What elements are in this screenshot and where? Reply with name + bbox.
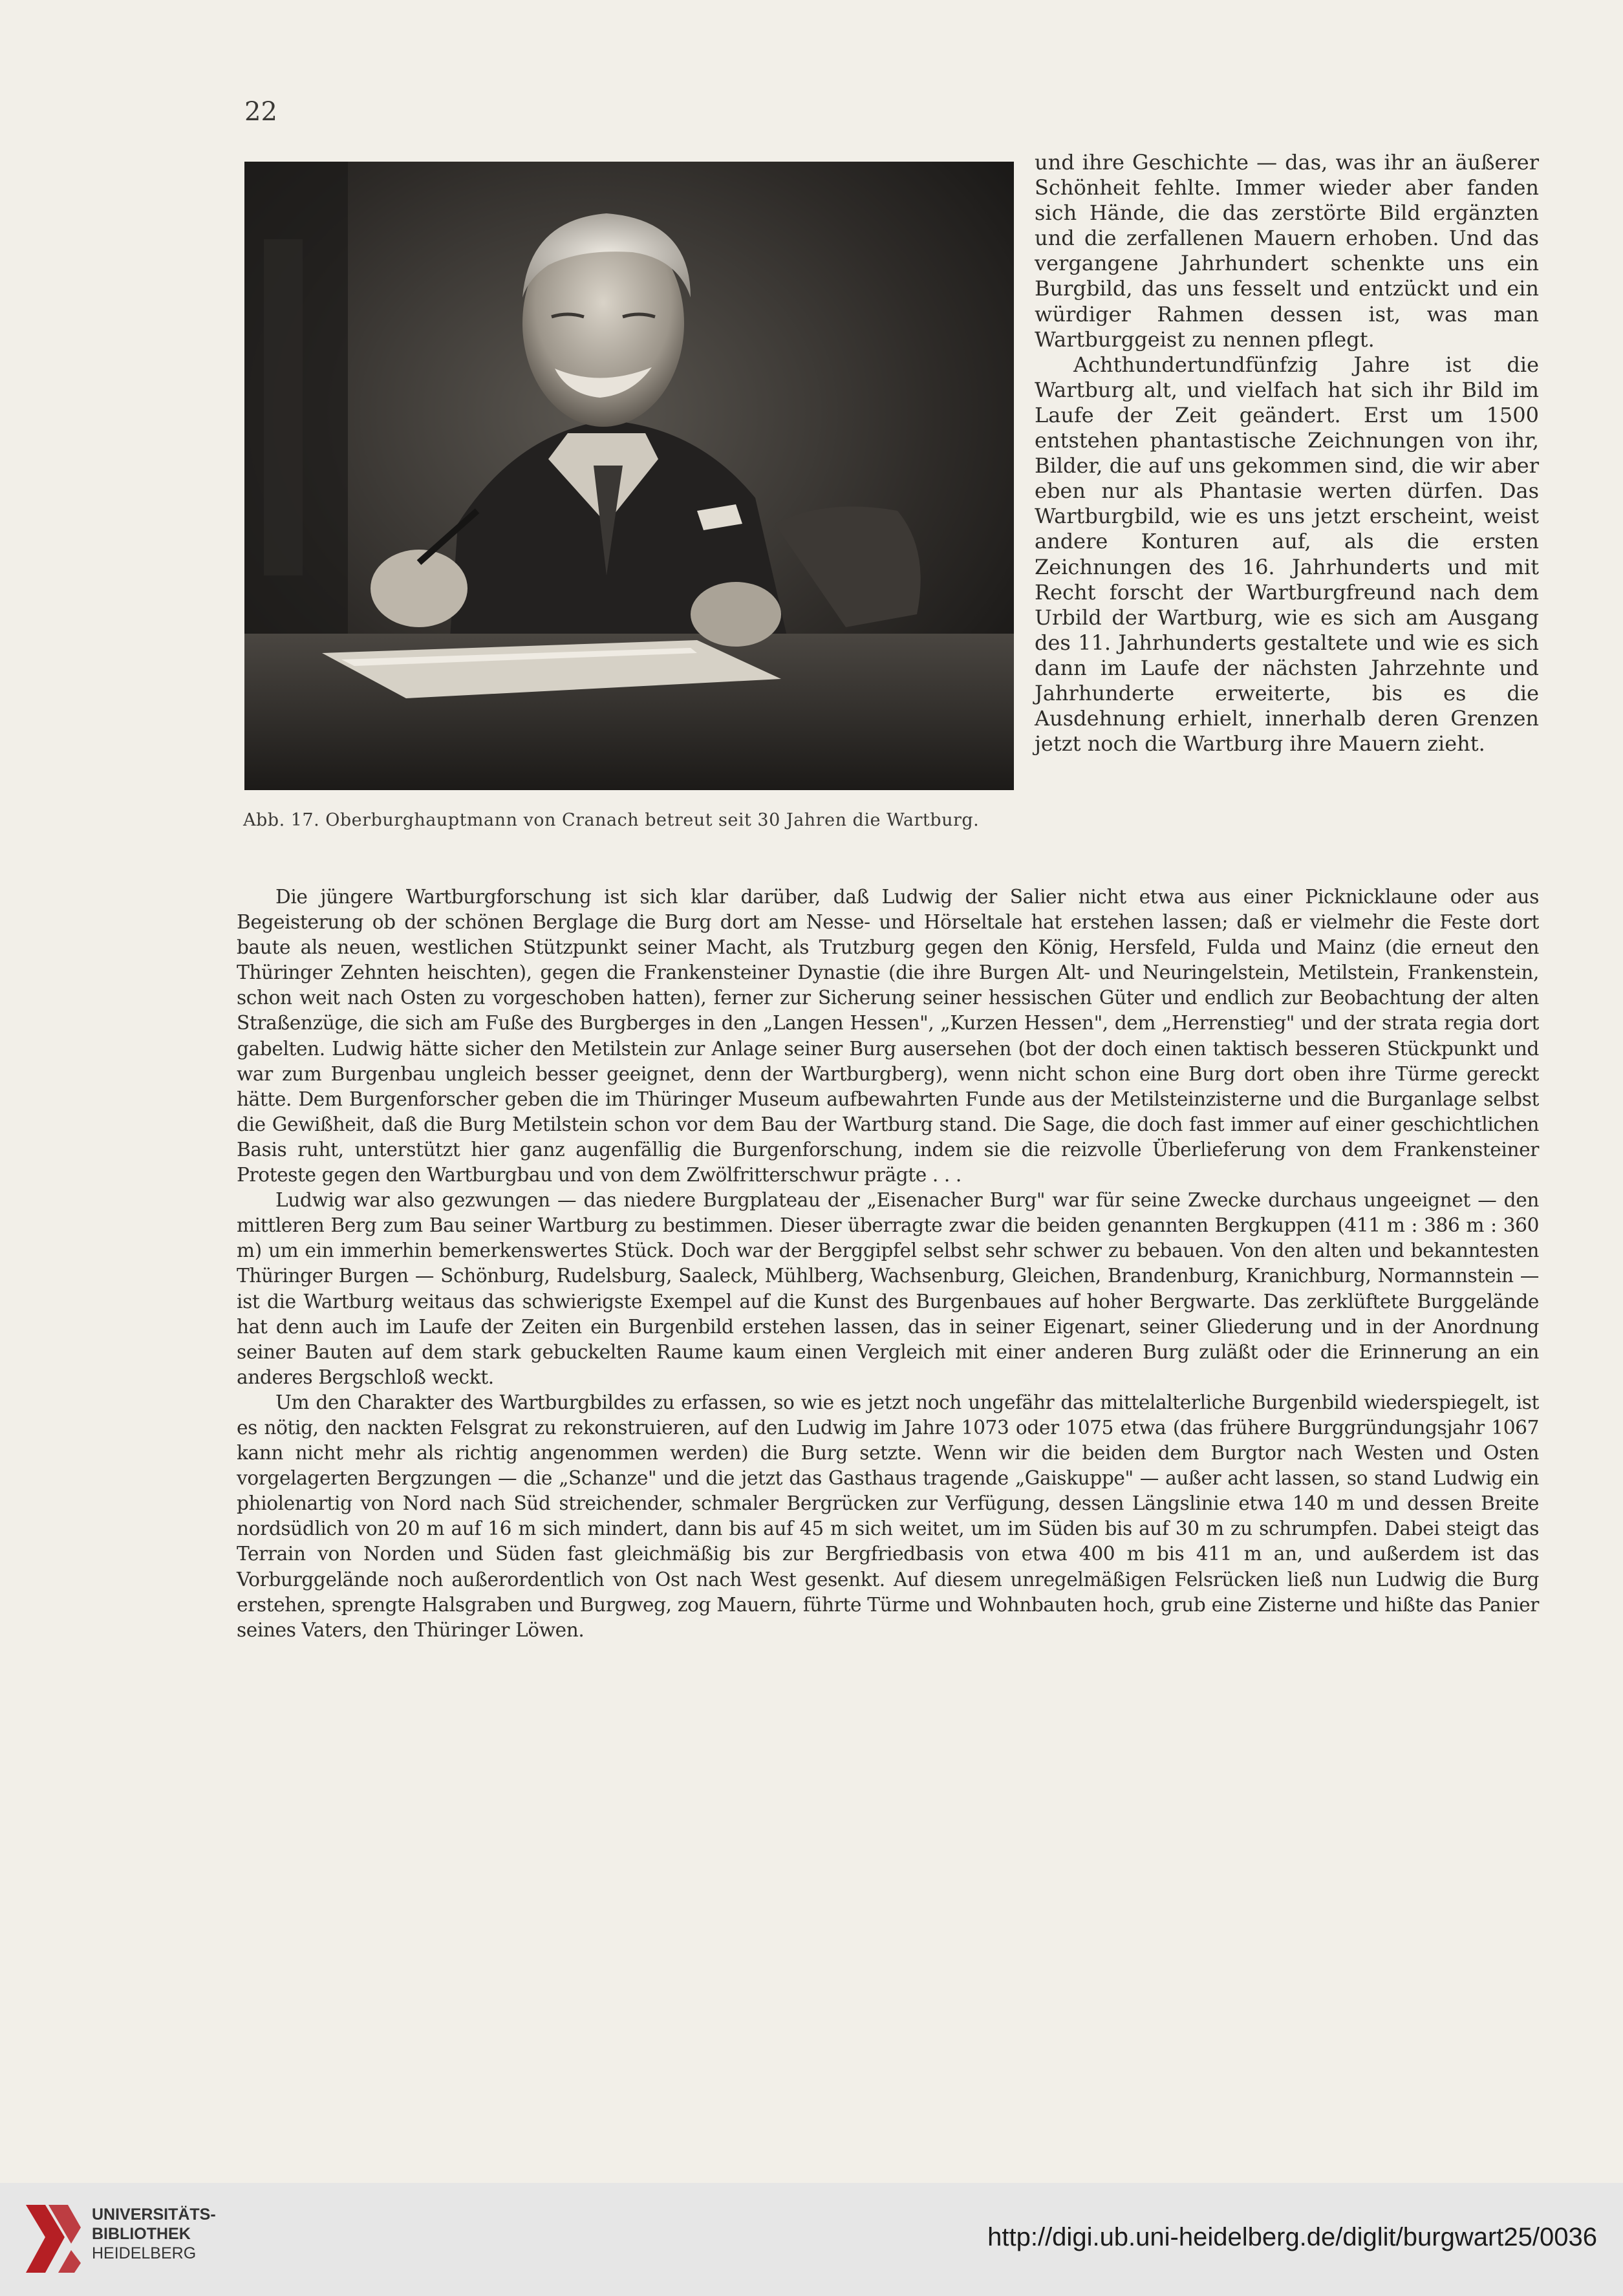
- portrait-photo: [244, 162, 1014, 790]
- permalink-url[interactable]: http://digi.ub.uni-heidelberg.de/diglit/burgwart25/0036: [987, 2223, 1597, 2251]
- paragraph: Die jüngere Wartburgforschung ist sich klar darüber, daß Ludwig der Salier nicht etwa aus einer Picknicklaune oder aus Begeisterung ob der schönen Berglage die Burg dort am Nesse- und Hörseltale hat erstehen lassen; daß er vielmehr die Feste dort baute als neuen, westlichen Stützpunkt seiner Macht, als Trutzburg gegen den König, Hersfeld, Fulda und Mainz (die erneut den Thüringer Zehnten heischten), gegen die Frankensteiner Dynastie (die ihre Burgen Alt- und Neuringelstein, Metilstein, Frankenstein, schon weit nach Osten zu vorgeschoben hatten), ferner zur Sicherung seiner hessischen Güter und endlich zur Beobachtung der alten Straßenzüge, die sich am Fuße des Burgberges in den „Langen Hessen", „Kurzen Hessen", dem „Herrenstieg" und der strata regia dort gabelten. Ludwig hätte sicher den Metilstein zur Anlage seiner Burg ausersehen (bot der doch einen taktisch besseren Stückpunkt und war zum Burgenbau ungleich besser geeignet, denn der Wartburgberg), wenn nicht schon eine Burg dort oben ihre Türme gereckt hätte. Dem Burgenforscher geben die im Thüringer Museum aufbewahrten Funde aus der Metilsteinzisterne und die Burganlage selbst die Gewißheit, daß die Burg Metilstein schon vor dem Bau der Wartburg stand. Die Sage, die doch fast immer auf einer geschichtlichen Basis ruht, unterstützt hier ganz augenfällig die Burgenforschung, indem sie die reizvolle Überlieferung von dem Frankensteiner Proteste gegen den Wartburgbau und von dem Zwölfritterschwur prägte . . .: [237, 886, 1539, 1186]
- right-column-text: [1035, 150, 1539, 887]
- paragraph: Ludwig war also gezwungen — das niedere Burgplateau der „Eisenacher Burg" war für seine Zwecke durchaus ungeeignet — den mittleren Berg zum Bau seiner Wartburg zu bestimmen. Dieser überragte zwar die beiden genannten Bergkuppen (411 m : 386 m : 360 m) um ein immerhin bemerkenswertes Stück. Doch war der Berggipfel selbst sehr schwer zu bebauen. Von den alten und bekanntesten Thüringer Burgen — Schönburg, Rudelsburg, Saaleck, Mühlberg, Wachsenburg, Gleichen, Brandenburg, Kranichburg, Normannstein — ist die Wartburg weitaus das schwierigste Exempel auf die Kunst des Burgenbaues auf hoher Bergwarte. Das zerklüftete Burggelände hat denn auch im Laufe der Zeiten ein Burgenbild erstehen lassen, das in seiner Eigenart, seiner Gliederung und in der Anordnung seiner Bauten auf dem stark gebuckelten Raume kaum einen Vergleich mit einer anderen Burg zuläßt oder die Erinnerung an ein anderes Bergschloß weckt.: [237, 1189, 1539, 1388]
- logo-line: HEIDELBERG: [92, 2244, 197, 2262]
- logo-line: BIBLIOTHEK: [92, 2225, 191, 2243]
- figure-caption: Abb. 17. Oberburghauptmann von Cranach betreut seit 30 Jahren die Wartburg.: [243, 810, 980, 830]
- paragraph: und ihre Geschichte — das, was ihr an äußerer Schönheit fehlte. Immer wieder aber fanden sich Hände, die das zerstörte Bild ergänzten und die zerfallenen Mauern erhoben. Und das vergangene Jahrhundert schenkte uns ein Burgbild, das uns fesselt und entzückt und ein würdiger Rahmen dessen ist, was man Wartburggeist zu nennen pflegt.: [1035, 150, 1539, 352]
- paragraph: Um den Charakter des Wartburgbildes zu erfassen, so wie es jetzt noch ungefähr das mittelalterliche Burgenbild wiederspiegelt, ist es nötig, den nackten Felsgrat zu rekonstruieren, auf den Ludwig im Jahre 1073 oder 1075 etwa (das frühere Burggründungsjahr 1067 kann nicht mehr als richtig angenommen werden) die Burg setzte. Wenn wir die beiden dem Burgtor nach Westen und Osten vorgelagerten Bergzungen — die „Schanze" und die jetzt das Gasthaus tragende „Gaiskuppe" — außer acht lassen, so stand Ludwig ein phiolenartig von Nord nach Süd streichender, schmaler Bergrücken zur Verfügung, dessen Längslinie etwa 140 m und dessen Breite nordsüdlich von 20 m auf 16 m sich mindert, dann bis auf 45 m sich weitet, um im Süden bis auf 30 m zu schrumpfen. Dabei steigt das Terrain von Norden und Süden fast gleichmäßig bis zur Bergfriedbasis von etwa 400 m bis 411 m an, und außerdem ist das Vorburggelände noch außerordentlich von Ost nach West gesenkt. Auf diesem unregelmäßigen Felsrücken ließ nun Ludwig die Burg erstehen, sprengte Halsgraben und Burgweg, zog Mauern, führte Türme und Wohnbauten hoch, grub eine Zisterne und hißte das Panier seines Vaters, den Thüringer Löwen.: [237, 1391, 1539, 1641]
- ub-heidelberg-logo-icon: [19, 2202, 84, 2276]
- paragraph: Achthundertundfünfzig Jahre ist die Wartburg alt, und vielfach hat sich ihr Bild im Laufe der Zeit geändert. Erst um 1500 entstehen phantastische Zeichnungen von ihr, Bilder, die auf uns gekommen sind, die wir aber eben nur als Phantasie werten dürfen. Das Wartburgbild, wie es uns jetzt erscheint, weist andere Konturen auf, als die ersten Zeichnungen des 16. Jahrhunderts und mit Recht forscht der Wartburgfreund nach dem Urbild der Wartburg, wie es sich am Ausgang des 11. Jahrhunderts gestaltete und wie es sich dann im Laufe der nächsten Jahrzehnte und Jahrhunderte erweiterte, bis es die Ausdehnung erhielt, innerhalb deren Grenzen jetzt noch die Wartburg ihre Mauern zieht.: [1035, 352, 1539, 756]
- library-logo-text: [92, 2205, 216, 2263]
- main-text: [237, 885, 1539, 1643]
- logo-line: UNIVERSITÄTS-: [92, 2205, 216, 2224]
- page-number: 22: [244, 97, 277, 127]
